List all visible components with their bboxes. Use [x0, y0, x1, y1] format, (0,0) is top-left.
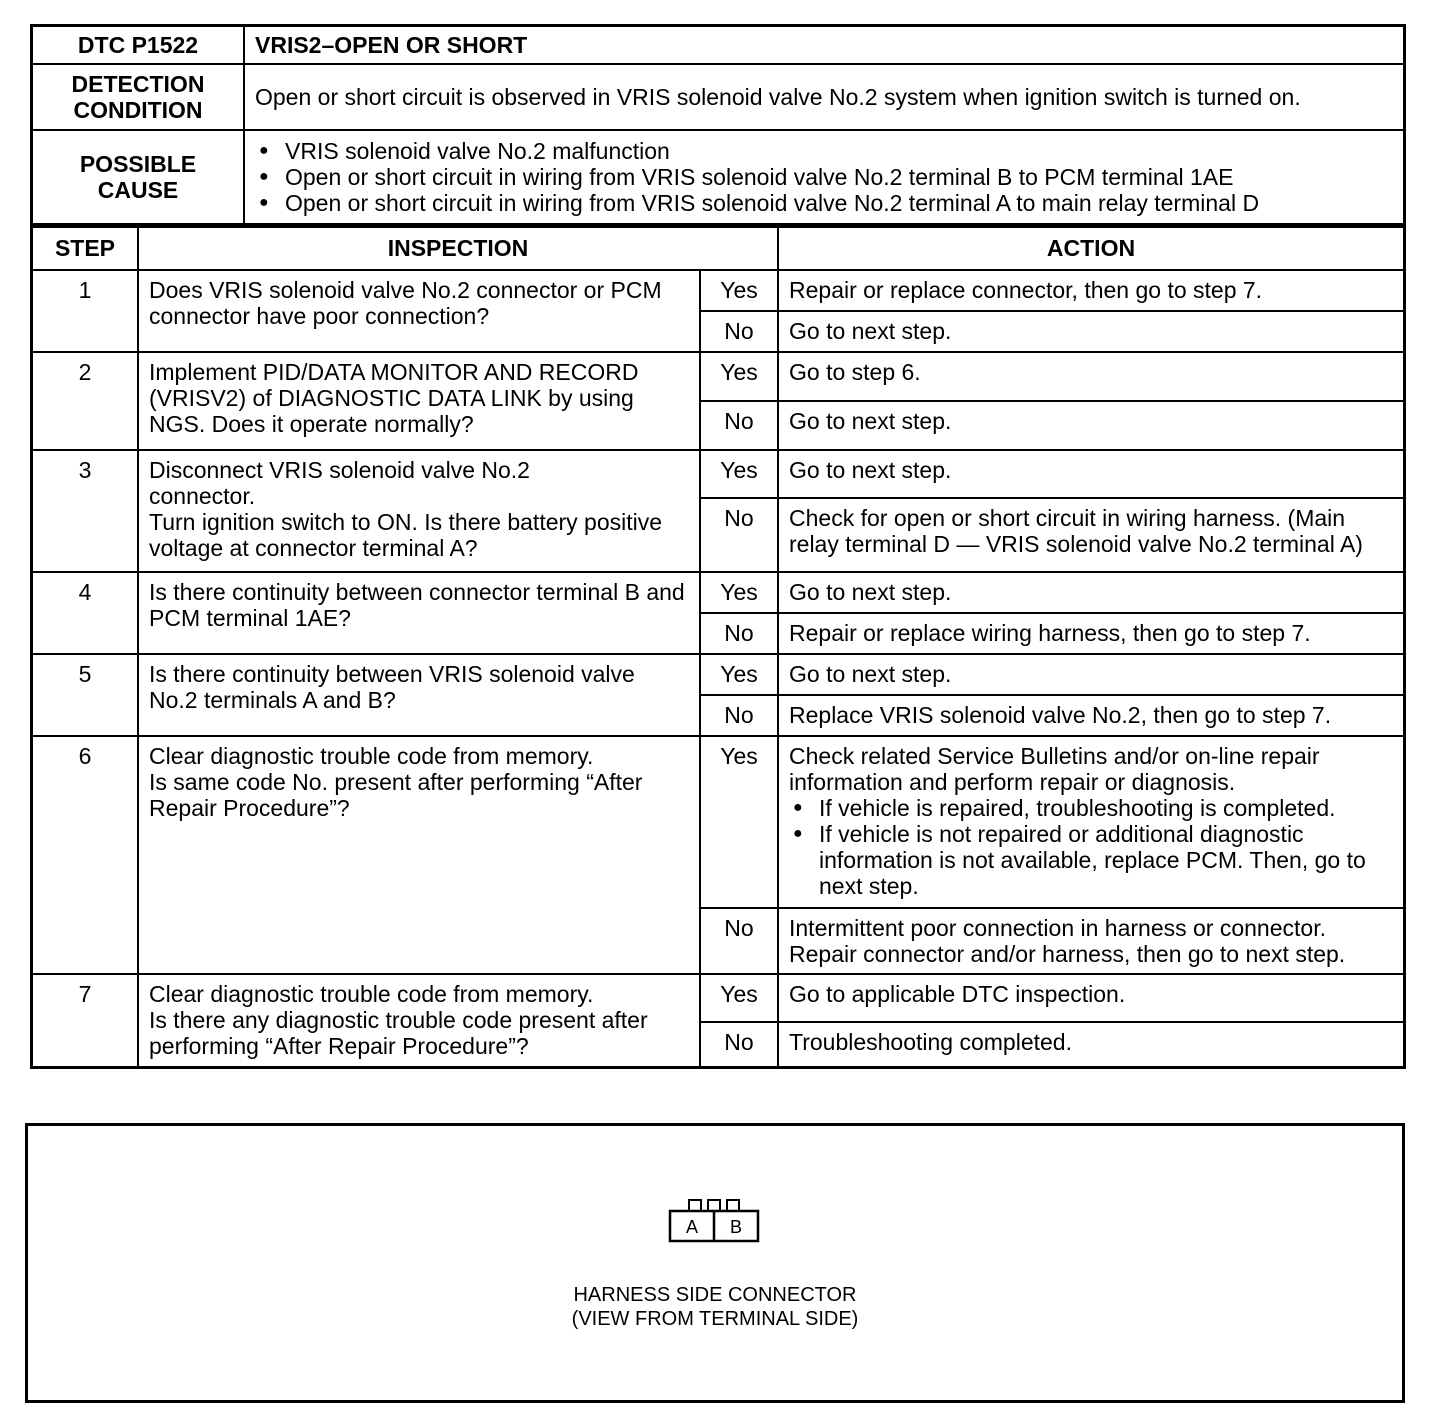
cause-list	[244, 130, 1405, 224]
terminal-a-label: A	[685, 1217, 699, 1237]
connector-diagram	[25, 1123, 1405, 1403]
dtc-title: VRIS2–OPEN OR SHORT	[244, 26, 1405, 64]
step-number: 5	[32, 654, 139, 736]
col-step: STEP	[32, 226, 139, 270]
yes-label: Yes	[700, 974, 778, 1022]
no-action: Repair or replace wiring harness, then go to step 7.	[778, 613, 1405, 654]
no-action: Check for open or short circuit in wiring harness. (Main relay terminal D — VRIS solenoid valve No.2 terminal A)	[778, 498, 1405, 572]
step-inspection: Is there continuity between VRIS solenoid valve No.2 terminals A and B?	[138, 654, 700, 736]
no-label: No	[700, 311, 778, 352]
step-inspection: Does VRIS solenoid valve No.2 connector or PCM connector have poor connection?	[138, 270, 700, 352]
no-action: Troubleshooting completed.	[778, 1022, 1405, 1068]
inspection-table	[30, 225, 1406, 1070]
yes-label: Yes	[700, 736, 778, 908]
cause-item: ● VRIS solenoid valve No.2 malfunction	[255, 138, 1393, 164]
col-action: ACTION	[778, 226, 1405, 270]
connector-icon	[668, 1197, 760, 1243]
yes-action: Go to next step.	[778, 572, 1405, 613]
step-number: 3	[32, 450, 139, 572]
no-action: Replace VRIS solenoid valve No.2, then go to step 7.	[778, 695, 1405, 736]
header-table	[30, 24, 1406, 225]
no-label: No	[700, 401, 778, 450]
no-label: No	[700, 613, 778, 654]
yes-label: Yes	[700, 352, 778, 401]
no-label: No	[700, 695, 778, 736]
cause-label: POSSIBLE CAUSE	[32, 130, 245, 224]
terminal-b-label: B	[729, 1217, 743, 1237]
no-action: Go to next step.	[778, 401, 1405, 450]
action-bullet: ● If vehicle is not repaired or additional diagnostic information is not available, replace PCM. Then, go to next step.	[789, 821, 1393, 899]
yes-action: Go to step 6.	[778, 352, 1405, 401]
step-number: 6	[32, 736, 139, 974]
step-number: 7	[32, 974, 139, 1068]
detection-label: DETECTION CONDITION	[32, 64, 245, 130]
no-action: Intermittent poor connection in harness or connector. Repair connector and/or harness, then go to next step.	[778, 908, 1405, 974]
col-inspection: INSPECTION	[138, 226, 778, 270]
diagram-caption: HARNESS SIDE CONNECTOR (VIEW FROM TERMINAL SIDE)	[571, 1284, 859, 1330]
yes-action: Check related Service Bulletins and/or on-line repair information and perform repair or diagnosis. ● If vehicle is repaired, troubleshooting is completed. ● If vehicle is not repaired or additional diagnostic information is not available, replace PCM. Then, go to next step.	[778, 736, 1405, 908]
step-inspection: Disconnect VRIS solenoid valve No.2 connector. Turn ignition switch to ON. Is there battery positive voltage at connector terminal A?	[138, 450, 700, 572]
yes-action: Repair or replace connector, then go to step 7.	[778, 270, 1405, 311]
step-number: 1	[32, 270, 139, 352]
no-label: No	[700, 908, 778, 974]
action-bullet: ● If vehicle is repaired, troubleshooting is completed.	[789, 795, 1393, 821]
step-inspection: Clear diagnostic trouble code from memory. Is same code No. present after performing “After Repair Procedure”?	[138, 736, 700, 974]
cause-item: ● Open or short circuit in wiring from VRIS solenoid valve No.2 terminal A to main relay terminal D	[255, 190, 1393, 216]
step-number: 4	[32, 572, 139, 654]
step-number: 2	[32, 352, 139, 450]
step-inspection: Is there continuity between connector terminal B and PCM terminal 1AE?	[138, 572, 700, 654]
cause-item: ● Open or short circuit in wiring from VRIS solenoid valve No.2 terminal B to PCM terminal 1AE	[255, 164, 1393, 190]
dtc-code: DTC P1522	[32, 26, 245, 64]
step-inspection: Implement PID/DATA MONITOR AND RECORD (VRISV2) of DIAGNOSTIC DATA LINK by using NGS. Does it operate normally?	[138, 352, 700, 450]
no-action: Go to next step.	[778, 311, 1405, 352]
detection-text: Open or short circuit is observed in VRIS solenoid valve No.2 system when ignition switch is turned on.	[244, 64, 1405, 130]
yes-label: Yes	[700, 654, 778, 695]
no-label: No	[700, 498, 778, 572]
yes-action: Go to next step.	[778, 450, 1405, 498]
yes-action: Go to applicable DTC inspection.	[778, 974, 1405, 1022]
no-label: No	[700, 1022, 778, 1068]
yes-label: Yes	[700, 270, 778, 311]
step-inspection: Clear diagnostic trouble code from memory. Is there any diagnostic trouble code present after performing “After Repair Procedure”?	[138, 974, 700, 1068]
yes-label: Yes	[700, 572, 778, 613]
yes-action: Go to next step.	[778, 654, 1405, 695]
dtc-sheet	[30, 24, 1406, 1069]
yes-label: Yes	[700, 450, 778, 498]
